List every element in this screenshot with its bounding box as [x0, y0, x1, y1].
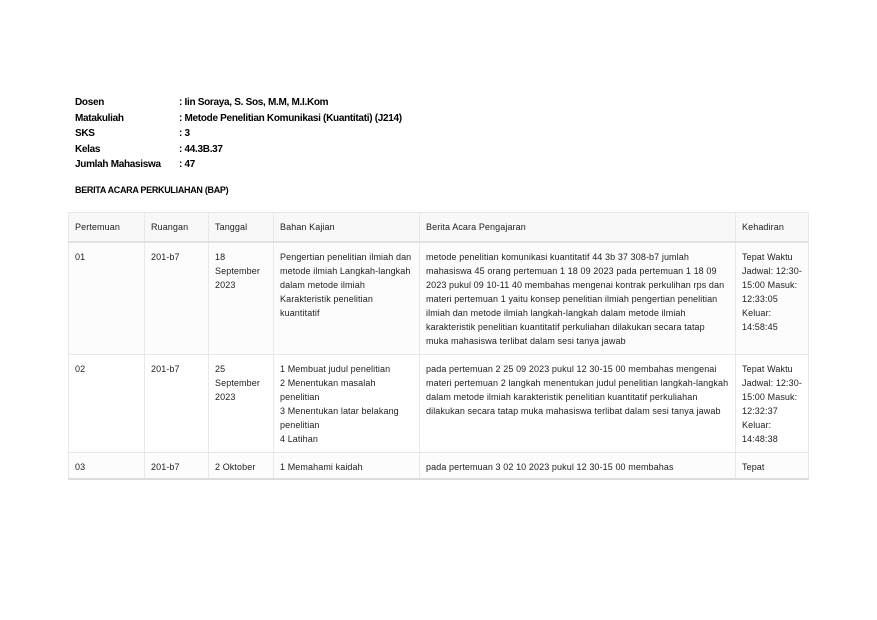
table-header-row [69, 213, 809, 243]
cell-tanggal: 25 September 2023 [209, 355, 274, 453]
cell-kehadiran: Tepat [736, 453, 809, 480]
info-row-dosen [75, 95, 402, 111]
cell-kehadiran: Tepat Waktu Jadwal: 12:30-15:00 Masuk: 12:33:05 Keluar: 14:58:45 [736, 242, 809, 355]
dosen-label: Dosen [75, 97, 105, 108]
bahan-line: 3 Menentukan latar belakang penelitian [280, 406, 399, 430]
header-bahan-kajian: Bahan Kajian [274, 213, 420, 243]
cell-berita-acara: pada pertemuan 2 25 09 2023 pukul 12 30-15 00 membahas mengenai materi pertemuan 2 langkah menentukan judul penelitian langkah-langkah dalam metode ilmiah karakteristik penelitian kuantitatif perkuliahan dilakukan secara tatap muka mahasiswa terlibat dalam sesi tanya jawab [420, 355, 736, 453]
cell-ruangan: 201-b7 [145, 453, 209, 480]
info-row-sks [75, 126, 402, 142]
table-row [69, 242, 809, 355]
cell-bahan-kajian [274, 355, 420, 453]
cell-pertemuan: 03 [69, 453, 145, 480]
cell-tanggal: 18 September 2023 [209, 242, 274, 355]
bahan-line: 1 Membuat judul penelitian [280, 364, 391, 374]
cell-ruangan: 201-b7 [145, 242, 209, 355]
header-pertemuan: Pertemuan [69, 213, 145, 243]
matakuliah-label: Matakuliah [75, 112, 124, 124]
cell-kehadiran: Tepat Waktu Jadwal: 12:30-15:00 Masuk: 12:32:37 Keluar: 14:48:38 [736, 355, 809, 453]
header-kehadiran: Kehadiran [736, 213, 809, 243]
cell-berita-acara: pada pertemuan 3 02 10 2023 pukul 12 30-15 00 membahas [420, 453, 736, 480]
info-row-kelas [75, 142, 402, 158]
info-row-matakuliah [75, 111, 402, 127]
cell-tanggal: 2 Oktober [209, 453, 274, 480]
sks-value: : 3 [179, 128, 190, 139]
dosen-value: : Iin Soraya, S. Sos, M.M, M.I.Kom [179, 97, 329, 108]
cell-bahan-kajian: 1 Memahami kaidah [274, 453, 420, 480]
bahan-line: 4 Latihan [280, 434, 318, 444]
course-info [75, 95, 402, 173]
table-row [69, 453, 809, 480]
bap-table [68, 212, 809, 480]
header-ruangan: Ruangan [145, 213, 209, 243]
info-row-jumlah [75, 157, 402, 173]
matakuliah-value: : Metode Penelitian Komunikasi (Kuantitati) (J214) [179, 112, 402, 124]
jumlah-label: Jumlah Mahasiswa [75, 159, 161, 170]
cell-bahan-kajian: Pengertian penelitian ilmiah dan metode ilmiah Langkah-langkah dalam metode ilmiah Karakteristik penelitian kuantitatif [274, 242, 420, 355]
header-tanggal: Tanggal [209, 213, 274, 243]
cell-pertemuan: 01 [69, 242, 145, 355]
table-row [69, 355, 809, 453]
kelas-label: Kelas [75, 143, 101, 155]
sks-label: SKS [75, 128, 95, 139]
bap-title: BERITA ACARA PERKULIAHAN (BAP) [75, 185, 229, 195]
jumlah-value: : 47 [179, 159, 196, 170]
cell-pertemuan: 02 [69, 355, 145, 453]
bahan-line: 2 Menentukan masalah penelitian [280, 378, 376, 402]
cell-ruangan: 201-b7 [145, 355, 209, 453]
header-berita-acara: Berita Acara Pengajaran [420, 213, 736, 243]
kelas-value: : 44.3B.37 [179, 143, 223, 155]
cell-berita-acara: metode penelitian komunikasi kuantitatif 44 3b 37 308-b7 jumlah mahasiswa 45 orang pertemuan 1 18 09 2023 pada pertemuan 1 18 09 2023 pukul 09 10-11 40 membahas mengenai kontrak perkulihan rps dan materi pertemuan 1 yaitu konsep penelitian ilmiah pengertian penelitian ilmiah dan metode ilmiah langkah-langkah dalam metode ilmiah karakteristik penelitian kuantitatif perkuliahan dilakukan secara tatap muka mahasiswa terlibat dalam sesi tanya jawab [420, 242, 736, 355]
